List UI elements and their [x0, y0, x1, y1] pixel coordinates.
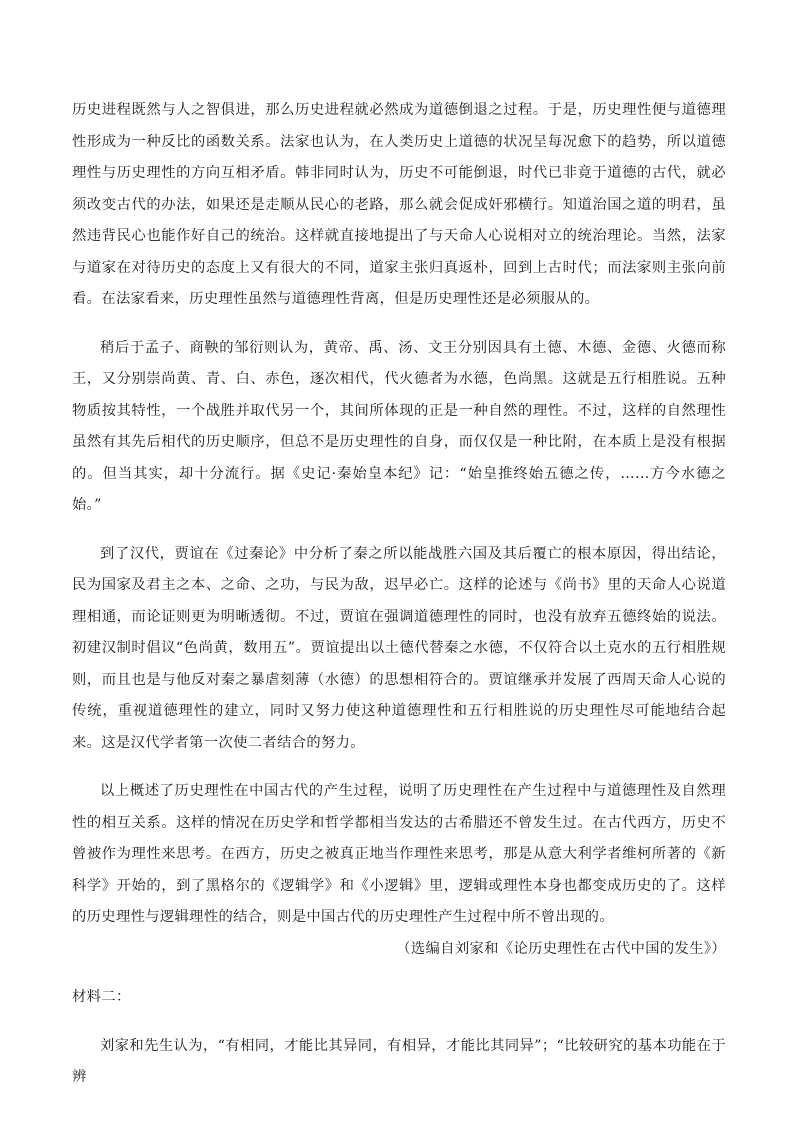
paragraph-4: 以上概述了历史理性在中国古代的产生过程，说明了历史理性在产生过程中与道德理性及自然理性的相互关系。这样的情况在历史学和哲学都相当发达的古希腊还不曾发生过。在古代西方，历史不曾被作为理性来思考。在西方，历史之被真正地当作理性来思考，那是从意大利学者维柯所著的《新科学》开始的，到了黑格尔的《逻辑学》和《小逻辑》里，逻辑或理性本身也都变成历史的了。这样的历史理性与逻辑理性的结合，则是中国古代的历史理性产生过程中所不曾出现的。: [72, 783, 726, 925]
paragraph-2: 稍后于孟子、商鞅的邹衍则认为，黄帝、禹、汤、文王分别因具有土德、木德、金德、火德而称王，又分别崇尚黄、青、白、赤色，逐次相代，代火德者为水德，色尚黑。这就是五行相胜说。五种物质按其特性，一个战胜并取代另一个，其间所体现的正是一种自然的理性。不过，这样的自然理性虽然有其先后相代的历史顺序，但总不是历史理性的自身，而仅仅是一种比附，在本质上是没有根据的。但当其实，却十分流行。据《史记·秦始皇本纪》记：“始皇推终始五德之传，……方今水德之始。”: [72, 339, 726, 513]
paragraph-gap: [72, 316, 726, 333]
document-body: [72, 95, 726, 1094]
material-paragraph: 刘家和先生认为，“有相同，才能比其异同，有相异，才能比其同异”；“比较研究的基本功能在于辨: [72, 1037, 726, 1085]
paragraph-gap: [72, 965, 726, 982]
paragraph-gap: [72, 759, 726, 776]
paragraph-1: 历史进程既然与人之智俱进，那么历史进程就必然成为道德倒退之过程。于是，历史理性便与道德理性形成为一种反比的函数关系。法家也认为，在人类历史上道德的状况呈每况愈下的趋势，所以道德理性与历史理性的方向互相矛盾。韩非同时认为，历史不可能倒退，时代已非竟于道德的古代，就必须改变古代的办法，如果还是走顺从民心的老路，那么就会促成奸邪横行。知道治国之道的明君，虽然违背民心也能作好自己的统治。这样就直接地提出了与天命人心说相对立的统治理论。当然，法家与道家在对待历史的态度上又有很大的不同，道家主张归真返朴，回到上古时代；而法家则主张向前看。在法家看来，历史理性虽然与道德理性背离，但是历史理性还是必须服从的。: [72, 102, 726, 307]
paragraph-gap: [72, 1014, 726, 1031]
paragraph-gap: [72, 522, 726, 539]
source-citation: （选编自刘家和《论历史理性在古代中国的发生》）: [396, 940, 726, 957]
material-label: 材料二：: [72, 989, 131, 1005]
paragraph-3: 到了汉代，贾谊在《过秦论》中分析了秦之所以能战胜六国及其后覆亡的根本原因，得出结论，民为国家及君主之本、之命、之功，与民为敌，迟早必亡。这样的论述与《尚书》里的天命人心说道理相通，而论证则更为明晰透彻。不过，贾谊在强调道德理性的同时，也没有放弃五德终始的说法。初建汉制时倡议“色尚黄，数用五”。贾谊提出以土德代替秦之水德，不仅符合以土克水的五行相胜规则，而且也是与他反对秦之暴虐刻薄（水德）的思想相符合的。贾谊继承并发展了西周天命人心说的传统，重视道德理性的建立，同时又努力使这种道德理性和五行相胜说的历史理性尽可能地结合起来。这是汉代学者第一次使二者结合的努力。: [72, 545, 726, 751]
